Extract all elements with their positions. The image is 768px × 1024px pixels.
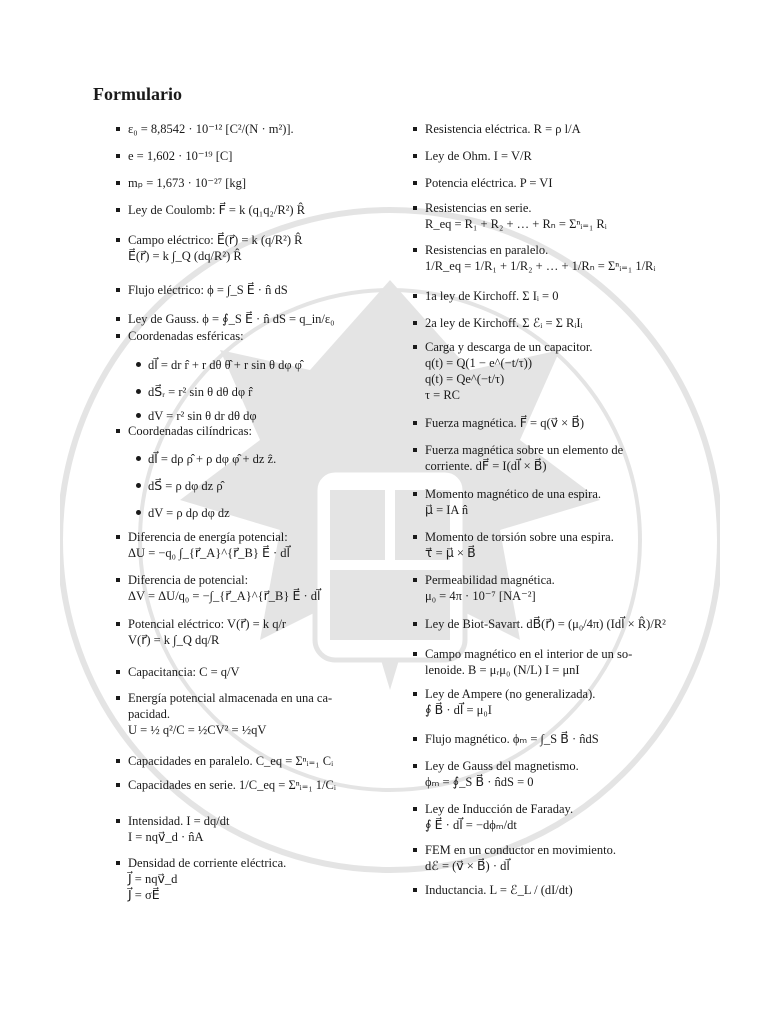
formula-item — [425, 148, 532, 164]
formula-line: J⃗ = nqv⃗_d — [128, 872, 178, 886]
formula-line: dl⃗ = dρ ρ̂ + ρ dφ φ̂ + dz ẑ. — [148, 452, 277, 466]
formula-item — [128, 202, 305, 218]
formula-subitem — [148, 357, 302, 373]
formula-item — [425, 758, 579, 790]
formula-line: Flujo eléctrico: ϕ = ∫_S E⃗ · n̂ dS — [128, 283, 288, 297]
formula-line: ε₀ = 8,8542 · 10⁻¹² [C²/(N · m²)]. — [128, 122, 294, 136]
formula-line: Capacitancia: C = q/V — [128, 665, 240, 679]
formula-line: τ⃗ = μ⃗ × B⃗ — [425, 546, 476, 560]
formula-line: Ley de Ohm. I = V/R — [425, 149, 532, 163]
formula-line: q(t) = Qe^(−t/τ) — [425, 372, 505, 386]
formula-item — [128, 855, 286, 903]
formula-line: Campo magnético en el interior de un so- — [425, 647, 633, 661]
formula-line: τ = RC — [425, 388, 460, 402]
formula-subitem — [148, 478, 223, 494]
formula-line: dℰ = (v⃗ × B⃗) · dl⃗ — [425, 859, 510, 873]
formula-line: e = 1,602 · 10⁻¹⁹ [C] — [128, 149, 233, 163]
formula-line: Momento de torsión sobre una espira. — [425, 530, 614, 544]
formula-item — [425, 646, 632, 678]
formula-line: Ley de Gauss. ϕ = ∮_S E⃗ · n̂ dS = q_in/ε₀ — [128, 312, 335, 326]
formula-item — [128, 328, 244, 344]
formula-item — [425, 882, 573, 898]
formula-line: Campo eléctrico: E⃗(r⃗) = k (q/R²) R̂ — [128, 233, 303, 247]
formula-subitem — [148, 408, 257, 424]
formula-line: Ley de Gauss del magnetismo. — [425, 759, 579, 773]
formula-item — [425, 315, 583, 331]
formula-item — [425, 339, 593, 403]
formula-line: Momento magnético de una espira. — [425, 487, 601, 501]
formula-line: Resistencia eléctrica. R = ρ l/A — [425, 122, 581, 136]
formula-item — [128, 572, 320, 604]
formula-item — [425, 242, 655, 274]
formula-line: Diferencia de energía potencial: — [128, 530, 288, 544]
formula-line: I = nqv⃗_d · n̂A — [128, 830, 204, 844]
formula-item — [128, 690, 332, 738]
formula-item — [425, 529, 614, 561]
formula-line: Densidad de corriente eléctrica. — [128, 856, 287, 870]
formula-item — [425, 616, 666, 632]
formula-line: dV = ρ dρ dφ dz — [148, 506, 230, 520]
formula-line: Capacidades en serie. 1/C_eq = Σⁿᵢ₌₁ 1/Cᵢ — [128, 778, 336, 792]
formula-line: ϕₘ = ∮_S B⃗ · n̂dS = 0 — [425, 775, 534, 789]
formula-item — [128, 616, 286, 648]
formula-item — [425, 175, 553, 191]
formula-line: 1a ley de Kirchoff. Σ Iᵢ = 0 — [425, 289, 559, 303]
formula-line: Potencia eléctrica. P = VI — [425, 176, 553, 190]
formula-line: U = ½ q²/C = ½CV² = ½qV — [128, 723, 267, 737]
formula-line: Potencial eléctrico: V(r⃗) = k q/r — [128, 617, 287, 631]
formula-item — [425, 200, 607, 232]
formula-line: dl⃗ = dr r̂ + r dθ θ̂ + r sin θ dφ φ̂ — [148, 358, 302, 372]
formula-line: Energía potencial almacenada en una ca- — [128, 691, 333, 705]
formula-item — [425, 121, 581, 137]
formula-line: Resistencias en paralelo. — [425, 243, 549, 257]
formula-line: mₚ = 1,673 · 10⁻²⁷ [kg] — [128, 176, 247, 190]
formula-line: μ⃗ = IA n̂ — [425, 503, 469, 517]
formula-line: Fuerza magnética sobre un elemento de — [425, 443, 624, 457]
formula-line: pacidad. — [128, 707, 170, 721]
formula-item — [128, 148, 232, 164]
formula-item — [128, 311, 335, 327]
formula-item — [425, 801, 573, 833]
formula-item — [128, 664, 240, 680]
formula-line: dS⃗ᵣ = r² sin θ dθ dφ r̂ — [148, 385, 253, 399]
formula-item — [128, 121, 294, 137]
formula-item — [425, 731, 599, 747]
formula-line: 2a ley de Kirchoff. Σ ℰᵢ = Σ RᵢIᵢ — [425, 316, 583, 330]
formula-line: dS⃗ = ρ dφ dz ρ̂ — [148, 479, 223, 493]
formula-item — [425, 572, 555, 604]
formula-item — [128, 777, 336, 793]
formula-line: Flujo magnético. ϕₘ = ∫_S B⃗ · n̂dS — [425, 732, 599, 746]
formula-line: 1/R_eq = 1/R₁ + 1/R₂ + … + 1/Rₙ = Σⁿᵢ₌₁ 1/Rᵢ — [425, 259, 656, 273]
formula-item — [425, 415, 584, 431]
formula-item — [128, 282, 288, 298]
formula-subitem — [148, 505, 230, 521]
formula-item — [128, 813, 229, 845]
formula-item — [425, 486, 601, 518]
formula-line: Coordenadas cilíndricas: — [128, 424, 252, 438]
formula-line: ∮ E⃗ · dl⃗ = −dϕₘ/dt — [425, 818, 517, 832]
formula-subitem — [148, 384, 252, 400]
formula-item — [425, 842, 616, 874]
formula-line: q(t) = Q(1 − e^(−t/τ)) — [425, 356, 533, 370]
formula-item — [128, 753, 333, 769]
formula-item — [128, 529, 290, 561]
formula-item — [128, 232, 303, 264]
formula-line: E⃗(r⃗) = k ∫_Q (dq/R²) R̂ — [128, 249, 242, 263]
formula-line: Diferencia de potencial: — [128, 573, 249, 587]
formula-line: Coordenadas esféricas: — [128, 329, 244, 343]
formula-line: J⃗ = σE⃗ — [128, 888, 160, 902]
formula-line: V(r⃗) = k ∫_Q dq/R — [128, 633, 220, 647]
formula-line: ∮ B⃗ · dl⃗ = μ₀I — [425, 703, 492, 717]
formula-line: Ley de Ampere (no generalizada). — [425, 687, 596, 701]
formula-line: Resistencias en serie. — [425, 201, 532, 215]
formula-line: ΔV = ΔU/q₀ = −∫_{r⃗_A}^{r⃗_B} E⃗ · dl⃗ — [128, 589, 321, 603]
formula-item — [128, 423, 252, 439]
formula-line: Permeabilidad magnética. — [425, 573, 555, 587]
formula-item — [425, 442, 623, 474]
page-title: Formulario — [93, 84, 182, 104]
formula-line: lenoide. B = μᵣμ₀ (N/L) I = μnI — [425, 663, 580, 677]
formula-subitem — [148, 451, 276, 467]
formula-line: μ₀ = 4π · 10⁻⁷ [NA⁻²] — [425, 589, 536, 603]
formula-line: Inductancia. L = ℰ_L / (dI/dt) — [425, 883, 573, 897]
formula-item — [425, 288, 558, 304]
formula-item — [425, 686, 595, 718]
formula-line: corriente. dF⃗ = I(dl⃗ × B⃗) — [425, 459, 547, 473]
formula-line: Ley de Biot-Savart. dB⃗(r⃗) = (μ₀/4π) (Idl⃗ × R̂)/R² — [425, 617, 666, 631]
formula-line: Capacidades en paralelo. C_eq = Σⁿᵢ₌₁ Cᵢ — [128, 754, 334, 768]
formula-line: Carga y descarga de un capacitor. — [425, 340, 593, 354]
formula-line: Intensidad. I = dq/dt — [128, 814, 230, 828]
formula-line: Ley de Inducción de Faraday. — [425, 802, 574, 816]
formula-line: R_eq = R₁ + R₂ + … + Rₙ = Σⁿᵢ₌₁ Rᵢ — [425, 217, 607, 231]
formula-line: Fuerza magnética. F⃗ = q(v⃗ × B⃗) — [425, 416, 585, 430]
formula-line: FEM en un conductor en movimiento. — [425, 843, 616, 857]
formula-line: Ley de Coulomb: F⃗ = k (q₁q₂/R²) R̂ — [128, 203, 306, 217]
formula-line: dV = r² sin θ dr dθ dφ — [148, 409, 257, 423]
formula-item — [128, 175, 246, 191]
formula-line: ΔU = −q₀ ∫_{r⃗_A}^{r⃗_B} E⃗ · dl⃗ — [128, 546, 290, 560]
